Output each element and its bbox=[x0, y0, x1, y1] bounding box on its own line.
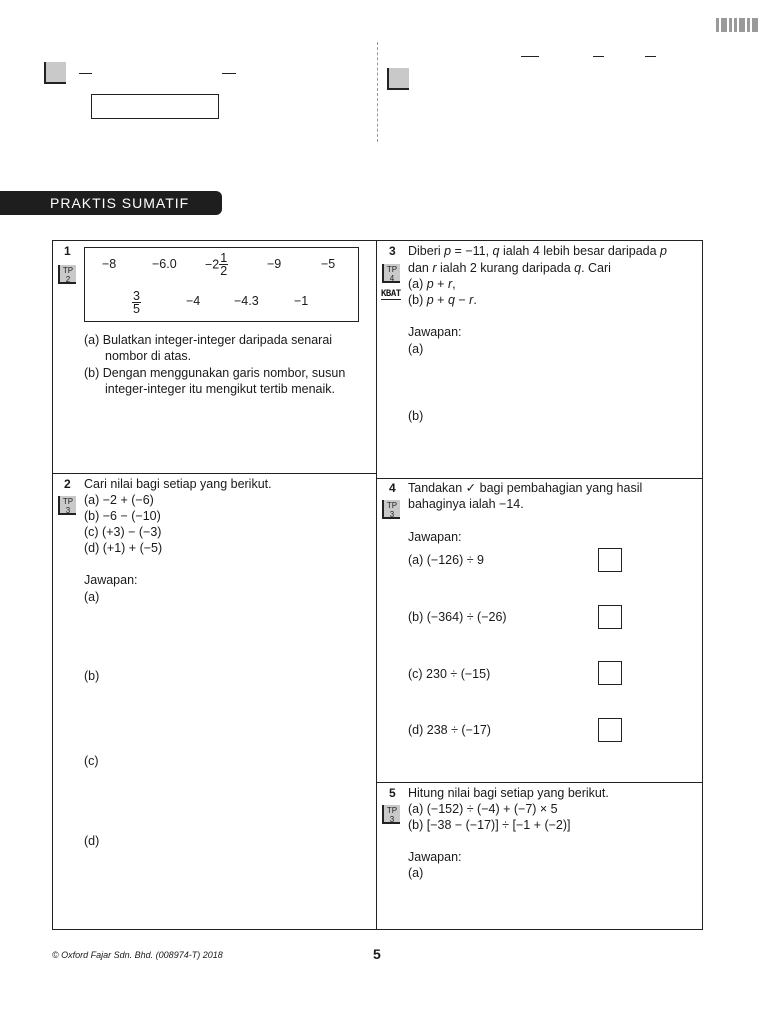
tp-badge-q1: TP 2 bbox=[58, 265, 76, 284]
q4-checkbox-a[interactable] bbox=[598, 548, 622, 572]
q2-answer-b: (b) bbox=[84, 669, 100, 683]
q3-answer-a: (a) bbox=[408, 342, 424, 356]
left-header-marker bbox=[44, 62, 66, 84]
q1-part-a: (a) Bulatkan integer-integer daripada senarai nombor di atas. bbox=[84, 333, 333, 363]
left-dash-1 bbox=[79, 73, 92, 74]
q4-option-b: (b) (−364) ÷ (−26) bbox=[408, 610, 507, 624]
question-3-number: 3 bbox=[389, 244, 396, 258]
q2-part-d: (d) (+1) + (−5) bbox=[84, 541, 163, 555]
number-item: −4.3 bbox=[234, 294, 259, 308]
q1-part-b: (b) Dengan menggunakan garis nombor, susun integer-integer itu mengikut tertib menaik. bbox=[84, 366, 346, 396]
number-item: −8 bbox=[102, 257, 117, 271]
copyright-text: © Oxford Fajar Sdn. Bhd. (008974-T) 2018 bbox=[52, 950, 223, 960]
q3-part-b: (b) p + q − r. bbox=[408, 293, 477, 307]
q2-stem: Cari nilai bagi setiap yang berikut. bbox=[84, 477, 272, 491]
q3-stem-line-2: dan r ialah 2 kurang daripada q. Cari bbox=[408, 261, 611, 275]
q5-stem: Hitung nilai bagi setiap yang berikut. bbox=[408, 786, 609, 800]
tp-badge-q3: TP 4 bbox=[382, 264, 400, 283]
number-item: −1 bbox=[294, 294, 309, 308]
right-dash-1 bbox=[521, 56, 539, 57]
left-dash-2 bbox=[222, 73, 236, 74]
question-5-number: 5 bbox=[389, 786, 396, 800]
number-item: −9 bbox=[267, 257, 282, 271]
mixed-number-item: −2 $\frac{1}{2}$ bbox=[205, 251, 228, 278]
q2-part-b: (b) −6 − (−10) bbox=[84, 509, 161, 523]
tp-badge-q5: TP 3 bbox=[382, 805, 400, 824]
tp-badge-q2: TP 3 bbox=[58, 496, 76, 515]
question-1-number: 1 bbox=[64, 244, 71, 258]
q5-part-a: (a) (−152) ÷ (−4) + (−7) × 5 bbox=[408, 802, 558, 816]
page-number: 5 bbox=[373, 946, 381, 962]
number-item: −6.0 bbox=[152, 257, 177, 271]
right-header-marker bbox=[387, 68, 409, 90]
q2-answer-c: (c) bbox=[84, 754, 99, 768]
q4-checkbox-c[interactable] bbox=[598, 661, 622, 685]
tp-badge-q4: TP 3 bbox=[382, 500, 400, 519]
fraction-item: $\frac{3}{5}$ bbox=[133, 289, 140, 316]
q3-stem-line-1: Diberi p = −11, q ialah 4 lebih besar daripada p bbox=[408, 244, 667, 258]
q4-stem: Tandakan ✓ bagi pembahagian yang hasil bahaginya ialah −14. bbox=[408, 481, 643, 511]
number-item: −5 bbox=[321, 257, 336, 271]
q2-answer-d: (d) bbox=[84, 834, 100, 848]
q2-answer-label: Jawapan: bbox=[84, 573, 138, 587]
number-item: −4 bbox=[186, 294, 201, 308]
q5-answer-a: (a) bbox=[408, 866, 424, 880]
q4-option-a: (a) (−126) ÷ 9 bbox=[408, 553, 484, 567]
q3-part-a: (a) p + r, bbox=[408, 277, 456, 291]
question-4-number: 4 bbox=[389, 481, 396, 495]
q4-answer-label: Jawapan: bbox=[408, 530, 462, 544]
q4-option-d: (d) 238 ÷ (−17) bbox=[408, 723, 491, 737]
answer-box-blank bbox=[91, 94, 219, 119]
column-divider-dotted bbox=[377, 42, 378, 142]
q5-part-b: (b) [−38 − (−17)] ÷ [−1 + (−2)] bbox=[408, 818, 571, 832]
q2-part-a: (a) −2 + (−6) bbox=[84, 493, 154, 507]
q4-checkbox-b[interactable] bbox=[598, 605, 622, 629]
section-banner: PRAKTIS SUMATIF bbox=[0, 191, 222, 215]
right-dash-2 bbox=[593, 56, 604, 57]
right-dash-3 bbox=[645, 56, 656, 57]
question-2-number: 2 bbox=[64, 477, 71, 491]
kbat-badge: KBAT bbox=[381, 289, 401, 299]
q4-checkbox-d[interactable] bbox=[598, 718, 622, 742]
q5-answer-label: Jawapan: bbox=[408, 850, 462, 864]
q2-answer-a: (a) bbox=[84, 590, 100, 604]
q4-option-c: (c) 230 ÷ (−15) bbox=[408, 667, 491, 681]
q2-part-c: (c) (+3) − (−3) bbox=[84, 525, 162, 539]
barcode-mark bbox=[716, 18, 758, 32]
q3-answer-label: Jawapan: bbox=[408, 325, 462, 339]
q3-answer-b: (b) bbox=[408, 409, 424, 423]
